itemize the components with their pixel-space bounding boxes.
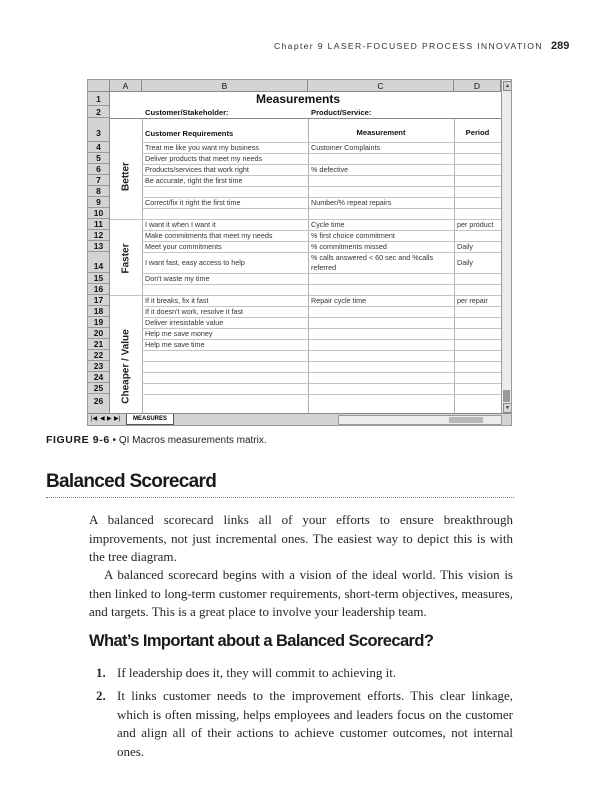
requirement-cell[interactable]: Don't waste my time — [145, 274, 210, 283]
grid-line — [142, 208, 501, 209]
grid-line — [142, 350, 501, 351]
running-header — [0, 41, 612, 57]
requirement-cell[interactable]: Meet your commitments — [145, 242, 222, 251]
requirement-cell[interactable]: Correct/fix it right the first time — [145, 198, 241, 207]
requirement-cell[interactable]: Treat me like you want my business — [145, 143, 259, 152]
row-header-1[interactable]: 1 — [88, 92, 110, 106]
requirement-cell[interactable]: Be accurate, right the first time — [145, 176, 243, 185]
measurement-cell[interactable]: % first choice commitment — [311, 231, 395, 240]
row-header-22[interactable]: 22 — [88, 350, 110, 361]
scroll-down-icon[interactable]: ▼ — [503, 403, 512, 413]
requirement-cell[interactable]: If it breaks, fix it fast — [145, 296, 209, 305]
row-header-9[interactable]: 9 — [88, 197, 110, 208]
grid-line — [142, 372, 501, 373]
grid-line — [142, 383, 501, 384]
scroll-up-icon[interactable]: ▲ — [503, 81, 512, 91]
section-heading: Balanced Scorecard — [46, 471, 217, 492]
horizontal-scroll-thumb[interactable] — [449, 417, 483, 423]
list-item-text: If leadership does it, they will commit to achieving it. — [117, 665, 397, 680]
period-cell[interactable]: Daily — [457, 258, 473, 267]
group-label-cheaper-value: Cheaper / Value — [120, 329, 132, 404]
column-header-d[interactable]: D — [454, 80, 501, 92]
sheet-title: Measurements — [255, 92, 341, 106]
row-header-23[interactable]: 23 — [88, 361, 110, 372]
measurement-cell[interactable]: Cycle time — [311, 220, 345, 229]
row-header-14[interactable]: 14 — [88, 252, 110, 273]
sheet-tab-bar — [88, 413, 511, 425]
figure-caption — [46, 434, 267, 446]
row-header-18[interactable]: 18 — [88, 306, 110, 317]
period-cell[interactable]: per product — [457, 220, 494, 229]
figure-caption-text: • QI Macros measurements matrix. — [112, 435, 267, 446]
requirement-cell[interactable]: Help me save money — [145, 329, 213, 338]
row-header-19[interactable]: 19 — [88, 317, 110, 328]
chapter-title: Chapter 9 LASER-FOCUSED PROCESS INNOVATION — [274, 41, 543, 51]
requirement-cell[interactable]: Help me save time — [145, 340, 205, 349]
measurement-cell[interactable]: Number/% repeat repairs — [311, 198, 392, 207]
column-header-c[interactable]: C — [308, 80, 454, 92]
row-header-12[interactable]: 12 — [88, 230, 110, 241]
column-header-a[interactable]: A — [110, 80, 142, 92]
list-item — [96, 687, 513, 761]
row-header-2[interactable]: 2 — [88, 106, 110, 118]
row-header-10[interactable]: 10 — [88, 208, 110, 219]
requirement-cell[interactable]: Make commitments that meet my needs — [145, 231, 273, 240]
grid-line — [142, 186, 501, 187]
row-header-5[interactable]: 5 — [88, 153, 110, 164]
row-header-13[interactable]: 13 — [88, 241, 110, 252]
next-sheet-icon[interactable]: ▶ — [107, 416, 112, 422]
last-sheet-icon[interactable]: ▶| — [114, 416, 121, 422]
row-header-3[interactable]: 3 — [88, 118, 110, 142]
list-item — [96, 664, 513, 683]
vertical-scrollbar[interactable] — [501, 80, 511, 414]
row-header-15[interactable]: 15 — [88, 273, 110, 284]
period-header: Period — [465, 128, 490, 137]
row-header-4[interactable]: 4 — [88, 142, 110, 153]
measurement-cell[interactable]: % commitments missed — [311, 242, 387, 251]
select-all-corner[interactable] — [88, 80, 110, 92]
row-header-26[interactable]: 26 — [88, 394, 110, 414]
subsection-heading: What’s Important about a Balanced Scorecard? — [89, 632, 434, 650]
paragraph: A balanced scorecard links all of your efforts to ensure breakthrough improvements, not just incremental ones. The easiest way to depict this is with the tree diagram. — [89, 512, 513, 564]
group-label-better: Better — [120, 162, 132, 191]
requirement-cell[interactable]: Deliver products that meet my needs — [145, 154, 263, 163]
requirement-cell[interactable]: Deliver irresistable value — [145, 318, 224, 327]
requirement-cell[interactable]: I want it when I want it — [145, 220, 216, 229]
grid-line — [142, 284, 501, 285]
section-divider — [46, 497, 514, 498]
grid-line — [454, 118, 455, 414]
grid-line — [110, 118, 501, 119]
grid-line — [308, 118, 309, 414]
customer-label: Customer/Stakeholder: — [145, 108, 229, 117]
prev-sheet-icon[interactable]: ◀ — [100, 416, 105, 422]
list-number: 1. — [96, 665, 106, 680]
figure-label: FIGURE 9-6 — [46, 434, 110, 446]
row-header-6[interactable]: 6 — [88, 164, 110, 175]
row-header-7[interactable]: 7 — [88, 175, 110, 186]
product-label: Product/Service: — [311, 108, 372, 117]
period-cell[interactable]: per repair — [457, 296, 488, 305]
measurement-cell[interactable]: % defective — [311, 165, 349, 174]
grid-line — [142, 118, 143, 414]
requirement-cell[interactable]: I want fast, easy access to help — [145, 258, 245, 267]
horizontal-scrollbar[interactable] — [338, 415, 502, 425]
row-header-16[interactable]: 16 — [88, 284, 110, 295]
spreadsheet-figure — [87, 79, 512, 426]
row-header-8[interactable]: 8 — [88, 186, 110, 197]
row-header-17[interactable]: 17 — [88, 295, 110, 306]
measurement-header: Measurement — [356, 128, 406, 137]
row-header-21[interactable]: 21 — [88, 339, 110, 350]
row-header-24[interactable]: 24 — [88, 372, 110, 383]
requirement-cell[interactable]: Products/services that work right — [145, 165, 249, 174]
period-cell[interactable]: Daily — [457, 242, 473, 251]
row-header-20[interactable]: 20 — [88, 328, 110, 339]
page-number: 289 — [551, 40, 570, 52]
scroll-thumb[interactable] — [503, 390, 510, 402]
sheet-tab-measures[interactable]: MEASURES — [126, 414, 174, 425]
list-item-text: It links customer needs to the improvement efforts. This clear linkage, which is often missing, helps employees and leaders focus on the customer and align all of their actions to achieve customer outcomes, not internal ones. — [117, 688, 513, 759]
measurement-cell[interactable]: Repair cycle time — [311, 296, 367, 305]
measurement-cell[interactable]: % calls answered < 60 sec and %calls referred — [311, 253, 434, 272]
group-label-faster: Faster — [120, 243, 132, 274]
first-sheet-icon[interactable]: |◀ — [91, 416, 98, 422]
list-number: 2. — [96, 688, 106, 703]
requirement-cell[interactable]: If it doesn't work, resolve it fast — [145, 307, 244, 316]
row-header-25[interactable]: 25 — [88, 383, 110, 394]
grid-line — [142, 394, 501, 395]
paragraph: A balanced scorecard begins with a vision of the ideal world. This vision is then linked to long-term customer requirements, short-term objectives, measures, and targets. This is a great place to involve your leadership team. — [89, 567, 513, 619]
requirements-header: Customer Requirements — [145, 129, 234, 138]
measurement-cell[interactable]: Customer Complaints — [311, 143, 381, 152]
row-header-11[interactable]: 11 — [88, 219, 110, 230]
grid-line — [142, 361, 501, 362]
column-header-b[interactable]: B — [142, 80, 308, 92]
